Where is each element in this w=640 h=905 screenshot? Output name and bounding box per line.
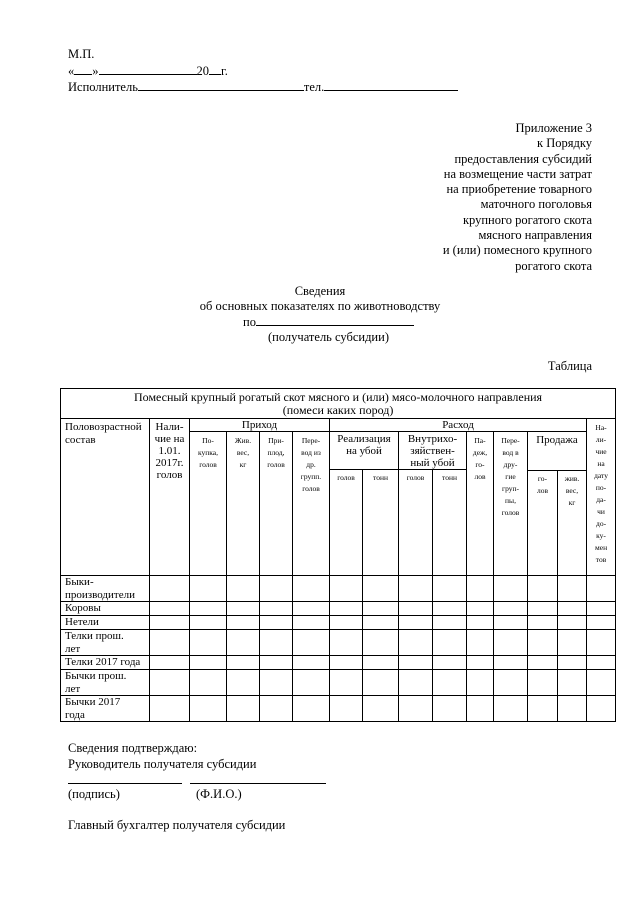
- table-cell[interactable]: [260, 576, 293, 602]
- row-label: [61, 670, 150, 696]
- table-cell[interactable]: [528, 656, 558, 670]
- header-text: др.: [306, 460, 316, 469]
- executor-label: Исполнитель: [68, 80, 138, 94]
- col-internal-header: [399, 432, 467, 470]
- header-text: до-: [596, 519, 607, 528]
- table-cell[interactable]: [587, 616, 616, 630]
- table-row: [61, 656, 616, 670]
- table-cell[interactable]: [363, 670, 399, 696]
- table-cell[interactable]: [293, 670, 330, 696]
- header-text: Пере-: [301, 436, 321, 445]
- date-year-blank: [209, 63, 221, 75]
- accountant-label: Главный бухгалтер получателя субсидии: [68, 818, 286, 832]
- col-weight-header: [227, 432, 260, 576]
- col-start-header: [150, 419, 190, 576]
- header-text: ку-: [596, 531, 606, 540]
- data-table: [60, 388, 616, 722]
- header-text: го-: [475, 460, 485, 469]
- table-cell[interactable]: [528, 696, 558, 722]
- col-slaughter-tons: тонн: [363, 470, 399, 576]
- table-cell[interactable]: [150, 630, 190, 656]
- table-cell[interactable]: [363, 696, 399, 722]
- appendix-line: мясного направления: [478, 228, 592, 243]
- header-text: дру-: [503, 460, 518, 469]
- table-cell[interactable]: [260, 656, 293, 670]
- date-close-quote: »: [92, 64, 99, 78]
- table-cell[interactable]: [494, 656, 528, 670]
- table-cell[interactable]: [558, 616, 587, 630]
- col-sex-age-header: Половозрастной состав: [61, 419, 150, 576]
- header-text: голов: [267, 460, 285, 469]
- appendix-line: Приложение 3: [515, 121, 592, 135]
- appendix-line: предоставления субсидий: [454, 151, 592, 166]
- table-cell[interactable]: [467, 576, 494, 602]
- col-sale-weight: [558, 471, 587, 576]
- table-cell[interactable]: [190, 576, 227, 602]
- header-text: вес,: [565, 486, 579, 495]
- row-label-text: Бычки прош.: [65, 670, 127, 682]
- header-text: на: [597, 459, 605, 468]
- appendix-line: и (или) помесного крупного: [442, 243, 592, 258]
- header-text: да-: [596, 495, 606, 504]
- table-cell[interactable]: [467, 616, 494, 630]
- col-death-header: [467, 432, 494, 576]
- tel-blank: [324, 79, 458, 91]
- date-open-quote: «: [68, 64, 75, 78]
- table-cell[interactable]: [330, 616, 363, 630]
- recipient-prefix: по: [243, 315, 256, 329]
- doc-title: Сведения: [294, 284, 346, 298]
- header-text: гие: [505, 472, 516, 481]
- col-sale-heads: [528, 471, 558, 576]
- header-text: пы,: [505, 496, 516, 505]
- table-row: [61, 616, 616, 630]
- header-text: ный убой: [410, 457, 455, 469]
- col-transfer-out-header: [494, 432, 528, 576]
- date-year-prefix: 20: [196, 64, 209, 78]
- table-cell[interactable]: [363, 602, 399, 616]
- stamp-label: М.П.: [68, 47, 95, 61]
- header-text: На-: [595, 423, 607, 432]
- col-internal-tons: тонн: [433, 470, 467, 576]
- table-cell[interactable]: [558, 670, 587, 696]
- table-cell[interactable]: [227, 616, 260, 630]
- table-cell[interactable]: [433, 616, 467, 630]
- header-text: лов: [474, 472, 486, 481]
- header-text: 2017г.: [155, 457, 184, 469]
- date-day-blank: [74, 63, 92, 75]
- table-cell[interactable]: [587, 656, 616, 670]
- header-text: чие на: [154, 433, 185, 445]
- row-label: [61, 630, 150, 656]
- table-cell[interactable]: [558, 602, 587, 616]
- table-cell[interactable]: [528, 616, 558, 630]
- executor-blank: [138, 79, 304, 91]
- col-slaughter-header: [330, 432, 399, 470]
- signature-caption: (подпись): [68, 787, 120, 801]
- header-text: чие: [595, 447, 607, 456]
- table-cell[interactable]: [190, 602, 227, 616]
- header-text: вес,: [236, 448, 250, 457]
- col-sale-header: Продажа: [528, 432, 587, 471]
- table-cell[interactable]: [528, 670, 558, 696]
- recipient-blank: [256, 314, 414, 326]
- header-text: голов: [302, 484, 320, 493]
- header-text: Нали-: [155, 421, 184, 433]
- executor-line: [68, 79, 458, 95]
- table-cell[interactable]: [399, 696, 433, 722]
- col-income-header: Приход: [190, 419, 330, 432]
- table-cell[interactable]: [528, 576, 558, 602]
- header-text: купка,: [197, 448, 219, 457]
- header-text: по-: [595, 483, 607, 492]
- table-cell[interactable]: [363, 576, 399, 602]
- table-caption-line: Помесный крупный рогатый скот мясного и (или) мясо-молочного направления: [134, 390, 543, 404]
- table-cell[interactable]: [330, 696, 363, 722]
- header-text: Пере-: [501, 436, 520, 445]
- col-slaughter-heads: голов: [330, 470, 363, 576]
- table-cell[interactable]: [293, 696, 330, 722]
- table-cell[interactable]: [190, 616, 227, 630]
- table-label: Таблица: [547, 359, 592, 373]
- table-cell[interactable]: [150, 670, 190, 696]
- table-cell[interactable]: [528, 630, 558, 656]
- table-cell[interactable]: [330, 630, 363, 656]
- header-text: Реализация: [337, 433, 391, 445]
- signature-line: [68, 783, 182, 784]
- header-text: тов: [595, 555, 607, 564]
- header-text: мен: [595, 543, 608, 552]
- table-cell[interactable]: [399, 576, 433, 602]
- table-cell[interactable]: [587, 630, 616, 656]
- row-label: Нетели: [61, 616, 150, 630]
- header-text: вод в: [502, 448, 519, 457]
- table-cell[interactable]: [260, 630, 293, 656]
- col-internal-heads: голов: [399, 470, 433, 576]
- table-cell[interactable]: [467, 630, 494, 656]
- table-cell[interactable]: [558, 696, 587, 722]
- table-cell[interactable]: [467, 602, 494, 616]
- table-cell[interactable]: [150, 656, 190, 670]
- row-label: Коровы: [61, 602, 150, 616]
- table-cell[interactable]: [399, 630, 433, 656]
- table-cell[interactable]: [587, 576, 616, 602]
- table-cell[interactable]: [433, 696, 467, 722]
- table-cell[interactable]: [293, 656, 330, 670]
- appendix-line: маточного поголовья: [480, 197, 592, 212]
- fio-caption: (Ф.И.О.): [196, 787, 242, 801]
- table-cell[interactable]: [150, 616, 190, 630]
- row-label: Телки 2017 года: [61, 656, 150, 670]
- table-cell[interactable]: [150, 576, 190, 602]
- table-cell[interactable]: [399, 616, 433, 630]
- header-text: го-: [537, 474, 548, 483]
- header-text: 1.01.: [158, 445, 181, 457]
- table-cell[interactable]: [260, 616, 293, 630]
- table-cell[interactable]: [293, 602, 330, 616]
- table-cell[interactable]: [528, 602, 558, 616]
- table-cell[interactable]: [363, 616, 399, 630]
- table-cell[interactable]: [190, 630, 227, 656]
- header-text: Внутрихо-: [407, 433, 458, 445]
- table-cell[interactable]: [558, 656, 587, 670]
- header-text: чи: [597, 507, 605, 516]
- table-cell[interactable]: [494, 696, 528, 722]
- header-text: Жив.: [234, 436, 252, 445]
- header-text: Па-: [474, 436, 486, 445]
- table-cell[interactable]: [558, 576, 587, 602]
- table-cell[interactable]: [330, 656, 363, 670]
- appendix-line: крупного рогатого скота: [462, 212, 592, 227]
- table-cell[interactable]: [330, 602, 363, 616]
- table-cell[interactable]: [494, 602, 528, 616]
- appendix-line: рогатого скота: [515, 258, 592, 273]
- table-cell[interactable]: [293, 616, 330, 630]
- row-label-text: Быки-: [65, 576, 94, 588]
- table-cell[interactable]: [467, 696, 494, 722]
- col-end-header: [587, 419, 616, 576]
- head-label: Руководитель получателя субсидии: [68, 757, 257, 771]
- row-label-text: Телки прош.: [65, 630, 124, 642]
- table-cell[interactable]: [260, 696, 293, 722]
- header-text: вод из: [301, 448, 321, 457]
- col-purchase-header: [190, 432, 227, 576]
- table-cell[interactable]: [587, 670, 616, 696]
- header-text: зяйствен-: [410, 445, 455, 457]
- row-label: [61, 696, 150, 722]
- recipient-caption: (получатель субсидии): [268, 330, 389, 344]
- appendix-line: на приобретение товарного: [446, 182, 592, 197]
- table-cell[interactable]: [227, 602, 260, 616]
- tel-label: тел.: [303, 80, 325, 94]
- row-label-text: года: [65, 708, 85, 721]
- col-outgo-header: Расход: [330, 419, 587, 432]
- table-cell[interactable]: [190, 670, 227, 696]
- header-text: голов: [199, 460, 217, 469]
- table-row: [61, 670, 616, 696]
- table-row: [61, 576, 616, 602]
- table-cell[interactable]: [467, 670, 494, 696]
- table-cell[interactable]: [558, 630, 587, 656]
- table-cell[interactable]: [433, 670, 467, 696]
- date-line: [68, 63, 228, 79]
- header-text: груп-: [502, 484, 519, 493]
- header-text: При-: [268, 436, 284, 445]
- table-cell[interactable]: [190, 656, 227, 670]
- table-cell[interactable]: [587, 696, 616, 722]
- table-cell[interactable]: [494, 576, 528, 602]
- table-cell[interactable]: [260, 670, 293, 696]
- table-cell[interactable]: [399, 656, 433, 670]
- appendix-line: на возмещение части затрат: [443, 166, 592, 181]
- table-caption: [61, 389, 616, 419]
- confirm-text: Сведения подтверждаю:: [68, 741, 198, 755]
- table-cell[interactable]: [399, 670, 433, 696]
- recipient-line: [243, 314, 414, 330]
- table-cell[interactable]: [293, 576, 330, 602]
- table-cell[interactable]: [227, 656, 260, 670]
- table-cell[interactable]: [293, 630, 330, 656]
- table-cell[interactable]: [467, 656, 494, 670]
- date-month-blank: [99, 63, 197, 75]
- row-label-text: лет: [65, 642, 81, 655]
- table-cell[interactable]: [494, 670, 528, 696]
- table-cell[interactable]: [494, 616, 528, 630]
- header-text: голов: [156, 469, 183, 481]
- header-text: на убой: [346, 445, 382, 457]
- header-text: деж,: [472, 448, 488, 457]
- appendix-block: [443, 121, 592, 274]
- appendix-line: к Порядку: [537, 136, 592, 151]
- header-text: По-: [202, 436, 214, 445]
- header-text: лов: [536, 486, 549, 495]
- table-cell[interactable]: [150, 696, 190, 722]
- header-text: голов: [501, 508, 520, 517]
- header-text: плод,: [267, 448, 285, 457]
- row-label-text: Бычки 2017: [65, 696, 121, 708]
- table-row: [61, 696, 616, 722]
- header-text: дату: [594, 471, 608, 480]
- table-cell[interactable]: [433, 602, 467, 616]
- table-cell[interactable]: [433, 630, 467, 656]
- header-text: групп.: [300, 472, 322, 481]
- row-label: [61, 576, 150, 602]
- table-cell[interactable]: [227, 670, 260, 696]
- table-cell[interactable]: [227, 696, 260, 722]
- table-cell[interactable]: [433, 576, 467, 602]
- header-text: ли-: [595, 435, 607, 444]
- col-transfer-in-header: [293, 432, 330, 576]
- table-cell[interactable]: [330, 576, 363, 602]
- row-label-text: производители: [65, 588, 135, 601]
- row-label-text: лет: [65, 682, 81, 695]
- table-cell[interactable]: [260, 602, 293, 616]
- table-caption-line: (помеси каких пород): [282, 403, 394, 417]
- header-text: кг: [239, 460, 247, 469]
- date-year-suffix: г.: [221, 64, 228, 78]
- table-row: [61, 602, 616, 616]
- fio-line: [190, 783, 326, 784]
- table-cell[interactable]: [227, 576, 260, 602]
- table-cell[interactable]: [494, 630, 528, 656]
- table-row: [61, 630, 616, 656]
- header-text: кг: [568, 498, 576, 507]
- table-cell[interactable]: [190, 696, 227, 722]
- table-cell[interactable]: [227, 630, 260, 656]
- table-cell[interactable]: [150, 602, 190, 616]
- table-cell[interactable]: [330, 670, 363, 696]
- table-cell[interactable]: [433, 656, 467, 670]
- header-text: жив.: [564, 474, 580, 483]
- doc-subtitle: об основных показателях по животноводству: [199, 299, 441, 313]
- table-cell[interactable]: [363, 656, 399, 670]
- col-offspring-header: [260, 432, 293, 576]
- table-cell[interactable]: [399, 602, 433, 616]
- table-cell[interactable]: [363, 630, 399, 656]
- table-cell[interactable]: [587, 602, 616, 616]
